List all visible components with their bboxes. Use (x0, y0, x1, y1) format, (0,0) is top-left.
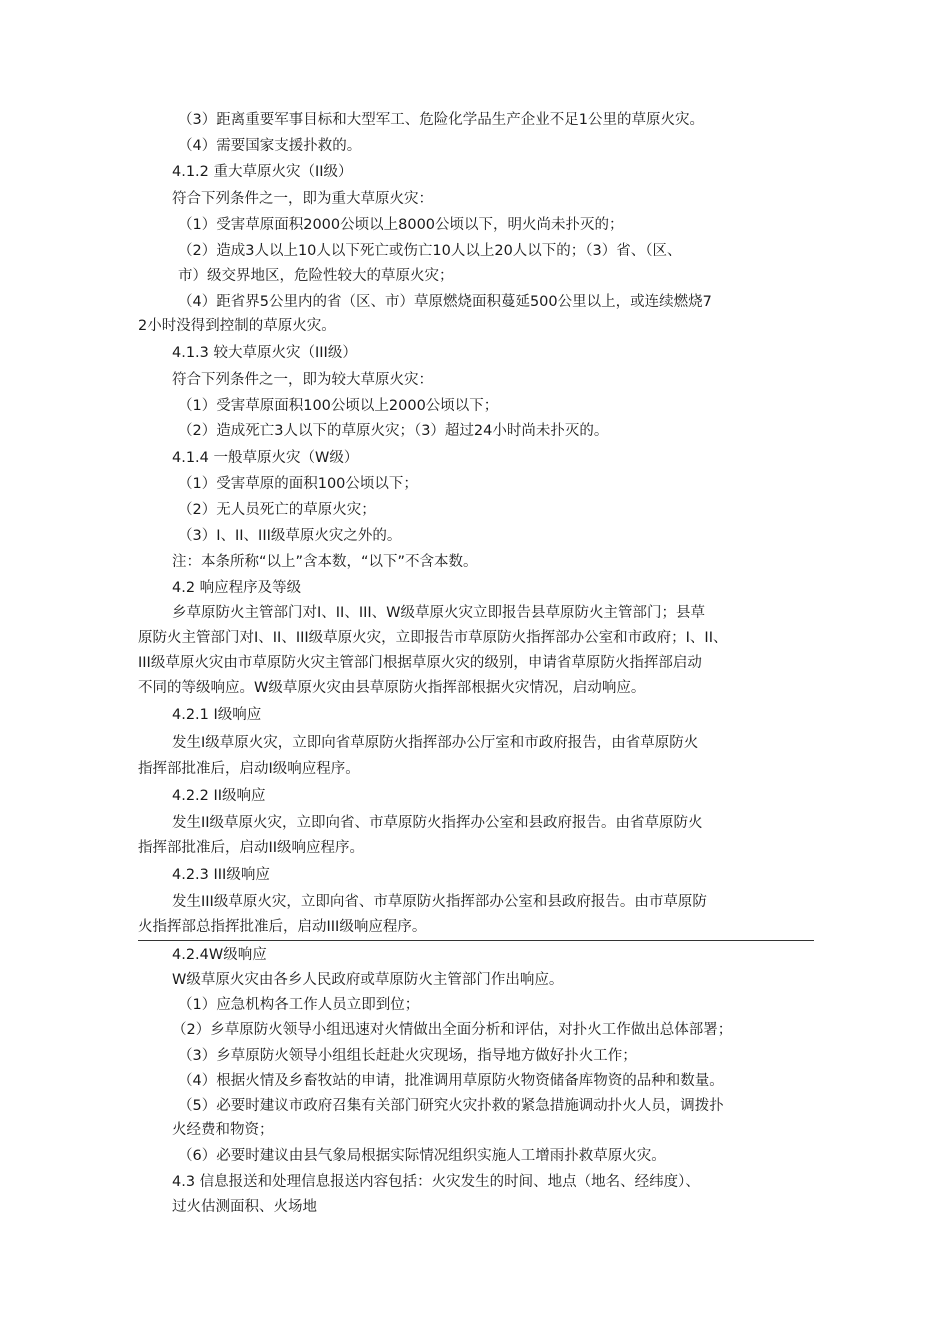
text-line: （3）距离重要军事目标和大型军工、危险化学品生产企业不足1公里的草原火灾。 (178, 112, 704, 128)
section-heading: 4.1.2 重大草原火灾（II级） (172, 164, 353, 180)
text-line: 发生III级草原火灾，立即向省、市草原防火指挥部办公室和县政府报告。由市草原防 (172, 894, 707, 910)
text-line: 发生II级草原火灾，立即向省、市草原防火指挥办公室和县政府报告。由省草原防火 (172, 815, 703, 831)
text-line: 火指挥部总指挥批准后，启动III级响应程序。 (138, 919, 427, 935)
text-line: 指挥部批准后，启动Ⅰ级响应程序。 (138, 761, 360, 777)
section-heading: 4.2.1 Ⅰ级响应 (172, 707, 262, 723)
text-line: （1）受害草原面积2000公顷以上8000公顷以下，明火尚未扑灭的； (178, 217, 624, 233)
text-line: 火经费和物资； (172, 1122, 274, 1138)
text-line: 原防火主管部门对I、II、III级草原火灾，立即报告市草原防火指挥部办公室和市政府；I、II、 (138, 630, 728, 646)
text-line: （5）必要时建议市政府召集有关部门研究火灾扑救的紧急措施调动扑火人员，调拨扑 (178, 1098, 724, 1114)
section-heading: 4.2.2 II级响应 (172, 788, 266, 804)
section-heading: 4.2 响应程序及等级 (172, 580, 302, 596)
section-heading: 4.3 信息报送和处理信息报送内容包括：火灾发生的时间、地点（地名、经纬度）、 (172, 1174, 700, 1190)
text-line: （3）乡草原防火领导小组组长赶赴火灾现场，指导地方做好扑火工作； (178, 1048, 637, 1064)
text-line: 过火估测面积、火场地 (172, 1199, 317, 1215)
text-line: 市）级交界地区，危险性较大的草原火灾； (178, 268, 454, 284)
text-line: （1）受害草原的面积100公顷以下； (178, 476, 418, 492)
text-line: （4）根据火情及乡畜牧站的申请，批准调用草原防火物资储备库物资的品种和数量。 (178, 1073, 724, 1089)
horizontal-divider (138, 940, 814, 941)
text-line: （4）需要国家支援扑救的。 (178, 138, 362, 154)
text-line: （2）乡草原防火领导小组迅速对火情做出全面分析和评估，对扑火工作做出总体部署； (172, 1022, 733, 1038)
note-line: 注：本条所称“以上”含本数，“以下”不含本数。 (172, 554, 478, 570)
section-heading: 4.1.4 一般草原火灾（W级） (172, 450, 359, 466)
text-line: （4）距省界5公里内的省（区、市）草原燃烧面积蔓延500公里以上，或连续燃烧7 (178, 294, 712, 310)
text-line: 符合下列条件之一，即为较大草原火灾： (172, 372, 433, 388)
section-heading: 4.1.3 较大草原火灾（III级） (172, 345, 357, 361)
text-line: （2）造成3人以上10人以下死亡或伤亡10人以上20人以下的；（3）省、（区、 (178, 243, 682, 259)
text-line: 发生Ⅰ级草原火灾，立即向省草原防火指挥部办公厅室和市政府报告，由省草原防火 (172, 735, 699, 751)
text-line: （6）必要时建议由县气象局根据实际情况组织实施人工增雨扑救草原火灾。 (178, 1148, 666, 1164)
section-heading: 4.2.4W级响应 (172, 947, 267, 963)
text-line: （1）受害草原面积100公顷以上2000公顷以下； (178, 398, 499, 414)
text-line: （1）应急机构各工作人员立即到位； (178, 997, 420, 1013)
text-line: （2）无人员死亡的草原火灾； (178, 502, 376, 518)
text-line: 符合下列条件之一，即为重大草原火灾： (172, 191, 433, 207)
text-line: 不同的等级响应。W级草原火灾由县草原防火指挥部根据火灾情况，启动响应。 (138, 680, 646, 696)
text-line: （2）造成死亡3人以下的草原火灾；（3）超过24小时尚未扑灭的。 (178, 423, 609, 439)
text-line: 指挥部批准后，启动II级响应程序。 (138, 840, 365, 856)
text-line: 2小时没得到控制的草原火灾。 (138, 318, 336, 334)
text-line: III级草原火灾由市草原防火灾主管部门根据草原火灾的级别，申请省草原防火指挥部启动 (138, 655, 702, 671)
section-heading: 4.2.3 III级响应 (172, 867, 270, 883)
text-line: （3）I、II、III级草原火灾之外的。 (178, 528, 402, 544)
text-line: 乡草原防火主管部门对I、II、III、W级草原火灾立即报告县草原防火主管部门；县草 (172, 605, 705, 621)
text-line: W级草原火灾由各乡人民政府或草原防火主管部门作出响应。 (172, 972, 564, 988)
